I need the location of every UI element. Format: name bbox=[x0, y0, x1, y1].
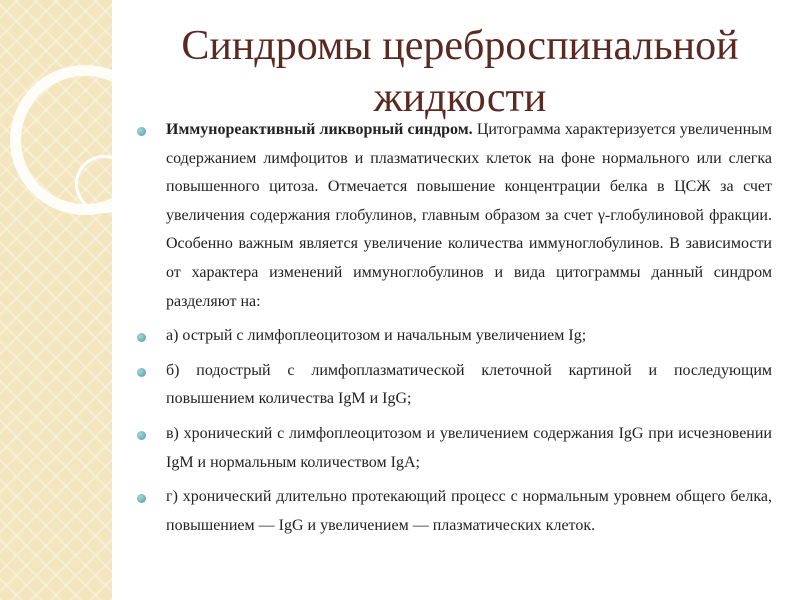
decorative-side-panel bbox=[0, 0, 112, 600]
bullet-icon bbox=[137, 127, 146, 136]
panel-divider bbox=[112, 0, 114, 600]
paragraph-text: б) подострый с лимфоплазматической клеточной картиной и последующим повышением количества IgM и IgG; bbox=[166, 361, 772, 408]
bullet-icon bbox=[137, 431, 146, 440]
bullet-paragraph-b bbox=[132, 357, 772, 414]
paragraph-lead: Иммунореактивный ликворный синдром. bbox=[166, 121, 473, 138]
bullet-paragraph-d bbox=[132, 483, 772, 540]
slide-title: Синдромы цереброспинальной жидкости bbox=[181, 23, 739, 121]
paragraph-text: а) острый с лимфоплеоцитозом и начальным увеличением Ig; bbox=[166, 327, 587, 345]
paragraph-text: Цитограмма характеризуется увеличенным содержанием лимфоцитов и плазматических клеток на фоне нормального или слегка повышенного цитоза. Отмечается повышение концентрации белка в ЦСЖ за счет увеличения содержания глобулинов, главным образом за счет γ-глобулиновой фракции. Особенно важным является увеличение количества иммуноглобулинов. В зависимости от характера изменений иммуноглобулинов и вида цитограммы данный синдром разделяют на: bbox=[166, 121, 773, 310]
slide-body bbox=[132, 116, 772, 546]
paragraph-text: в) хронический с лимфоплеоцитозом и увеличением содержания IgG при исчезновении IgM и нормальным количеством IgA; bbox=[166, 424, 772, 471]
paragraph-text: г) хронический длительно протекающий процесс с нормальным уровнем общего белка, повышением — IgG и увеличением — плазматических клеток. bbox=[166, 488, 772, 534]
bullet-paragraph-intro bbox=[132, 116, 772, 316]
bullet-icon bbox=[137, 368, 146, 377]
bullet-icon bbox=[137, 333, 146, 342]
bullet-icon bbox=[137, 494, 146, 503]
decorative-small-ring bbox=[75, 155, 133, 213]
bullet-paragraph-a bbox=[132, 322, 772, 351]
bullet-paragraph-c bbox=[132, 420, 772, 477]
